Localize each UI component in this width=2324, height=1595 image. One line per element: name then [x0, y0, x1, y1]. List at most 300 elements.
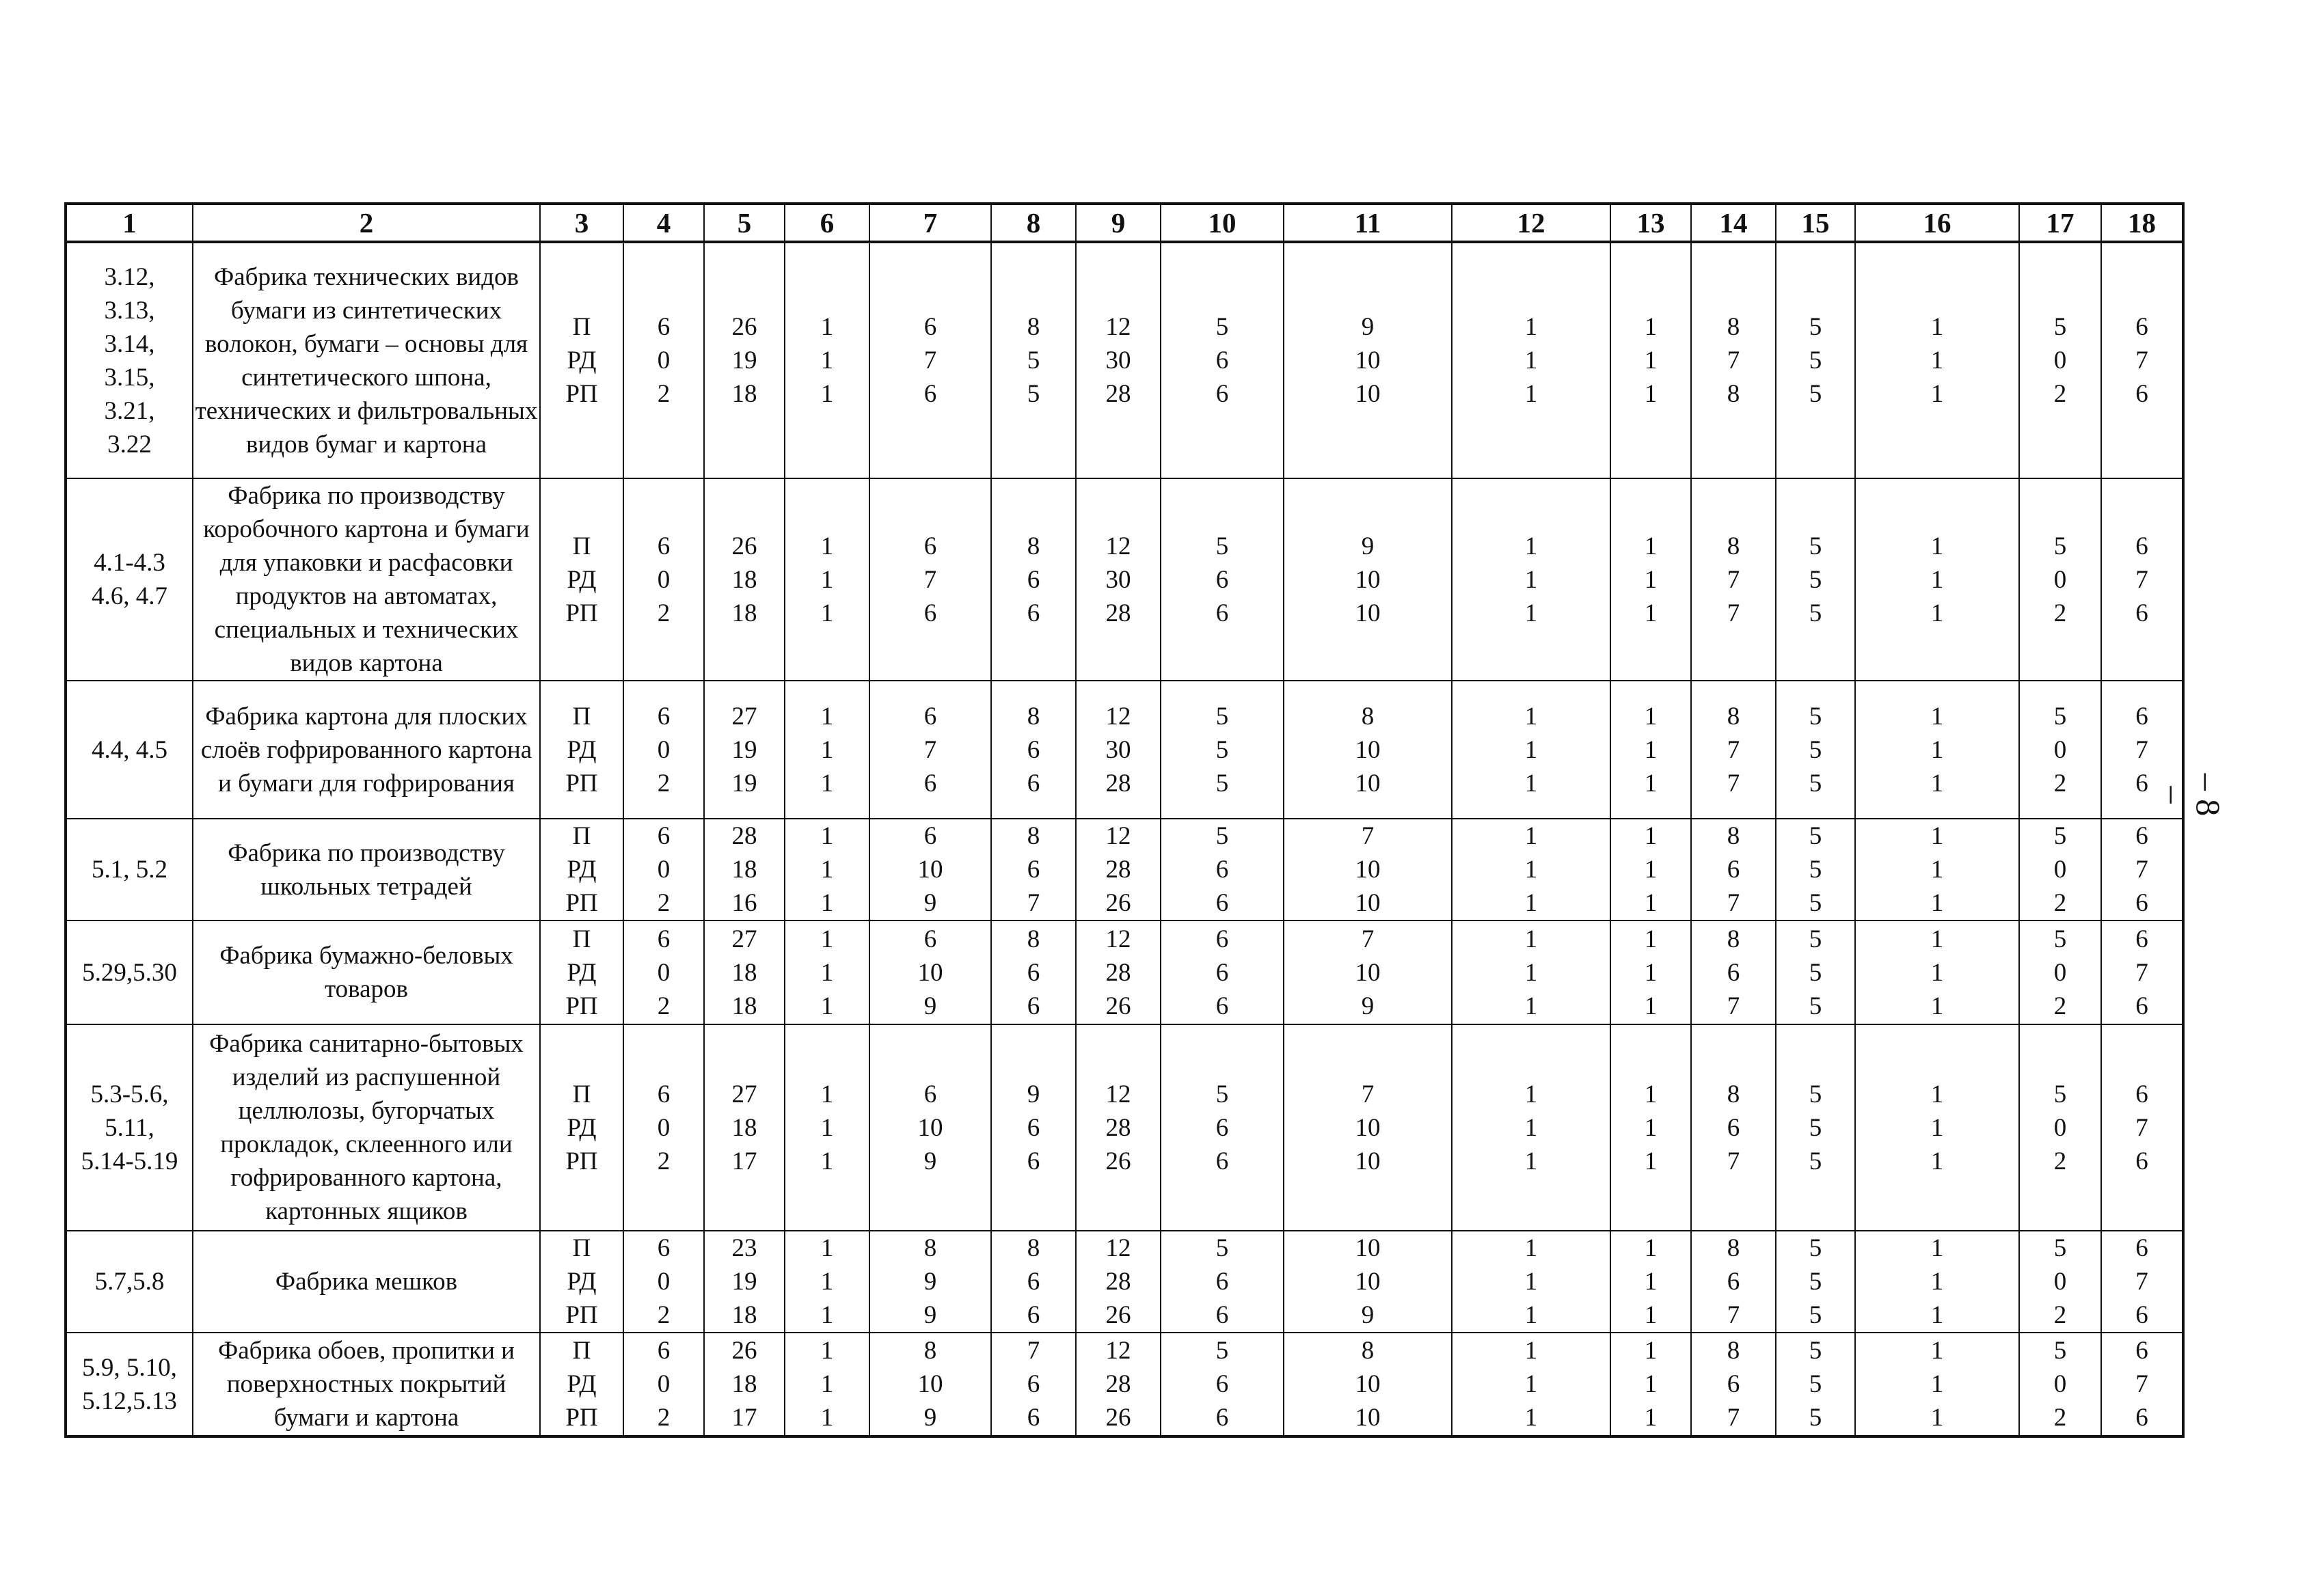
cell-value-line: 6: [2135, 1147, 2148, 1175]
cell-value-col-8: [991, 921, 1076, 1024]
cell-value-line: 2: [2053, 599, 2067, 627]
cell-value-line: 1: [820, 992, 834, 1020]
cell-value-line: 5: [2053, 1234, 2067, 1262]
cell-value-col-4: [623, 1231, 704, 1333]
cell-types: П РД РП: [540, 1231, 623, 1333]
cell-value-line: 1: [1524, 992, 1538, 1020]
cell-value-line: 7: [1727, 889, 1740, 917]
cell-value-col-13: [1610, 1333, 1691, 1436]
cell-value-line: 5: [1809, 889, 1822, 917]
cell-value-line: 1: [1524, 769, 1538, 798]
cell-value-line: 1: [1524, 1080, 1538, 1108]
cell-value-col-17: [2019, 1024, 2101, 1231]
cell-value-col-12: [1452, 1333, 1610, 1436]
cell-value-line: 2: [2053, 380, 2067, 408]
cell-value-line: 5: [1027, 380, 1040, 408]
cell-value-line: 9: [1361, 1301, 1375, 1329]
cell-value-line: 9: [1361, 992, 1375, 1020]
cell-value-line: 28: [1105, 769, 1131, 798]
cell-value-col-14: [1691, 819, 1776, 921]
cell-value-line: 8: [1361, 702, 1375, 731]
column-header: 1: [66, 204, 193, 242]
cell-types: П РД РП: [540, 478, 623, 681]
cell-value-line: 6: [1027, 856, 1040, 884]
cell-value-col-6: [785, 921, 869, 1024]
cell-value-line: 6: [1215, 958, 1229, 987]
cell-value-line: 7: [1727, 735, 1740, 764]
cell-value-line: 5: [2053, 532, 2067, 560]
cell-value-line: 1: [820, 769, 834, 798]
cell-value-line: 18: [731, 1370, 757, 1398]
cell-value-line: 1: [1930, 1080, 1944, 1108]
cell-value-line: 0: [657, 735, 671, 764]
cell-value-line: 10: [1355, 1147, 1381, 1175]
cell-value-line: 5: [1809, 958, 1822, 987]
cell-value-line: 1: [1930, 822, 1944, 850]
cell-value-line: 1: [820, 889, 834, 917]
table-row: [66, 242, 2183, 478]
cell-value-col-16: [1855, 681, 2019, 819]
cell-value-line: 9: [923, 1268, 937, 1296]
table-row: [66, 1024, 2183, 1231]
cell-value-line: 1: [820, 925, 834, 953]
column-header: 2: [193, 204, 540, 242]
cell-value-line: 0: [657, 856, 671, 884]
cell-value-line: 1: [1644, 565, 1658, 594]
cell-facility-name: Фабрика картона для плоских слоёв гофрированного картона и бумаги для гофрирования: [193, 681, 540, 819]
cell-value-col-12: [1452, 1231, 1610, 1333]
cell-value-line: 0: [2053, 856, 2067, 884]
cell-value-line: 5: [1215, 532, 1229, 560]
column-header: 11: [1284, 204, 1452, 242]
cell-value-col-4: [623, 921, 704, 1024]
cell-value-line: 1: [1644, 925, 1658, 953]
cell-value-col-7: [869, 819, 991, 921]
cell-value-line: 6: [2135, 769, 2148, 798]
cell-value-col-11: [1284, 921, 1452, 1024]
cell-value-col-16: [1855, 478, 2019, 681]
cell-value-line: 6: [923, 1080, 937, 1108]
cell-value-line: 6: [657, 1080, 671, 1108]
cell-value-col-11: [1284, 478, 1452, 681]
cell-value-line: 5: [1809, 702, 1822, 731]
cell-value-line: 1: [1644, 1370, 1658, 1398]
cell-value-line: 6: [1727, 856, 1740, 884]
cell-value-line: 6: [1215, 380, 1229, 408]
cell-value-col-16: [1855, 819, 2019, 921]
cell-value-line: 1: [1930, 735, 1944, 764]
cell-value-line: 1: [1930, 380, 1944, 408]
table-row: [66, 819, 2183, 921]
cell-value-line: 5: [1809, 1337, 1822, 1365]
cell-value-col-8: [991, 1333, 1076, 1436]
cell-value-line: 2: [2053, 769, 2067, 798]
cell-value-col-13: [1610, 1231, 1691, 1333]
cell-value-line: 9: [923, 1404, 937, 1432]
cell-value-col-7: [869, 1024, 991, 1231]
cell-value-line: 1: [1524, 1234, 1538, 1262]
cell-value-line: 6: [657, 1337, 671, 1365]
cell-value-line: 8: [1027, 702, 1040, 731]
cell-value-col-12: [1452, 1024, 1610, 1231]
cell-value-line: 7: [1027, 1337, 1040, 1365]
cell-value-line: 2: [657, 992, 671, 1020]
cell-value-line: 1: [1644, 992, 1658, 1020]
cell-value-col-10: [1161, 242, 1284, 478]
cell-value-line: 5: [1809, 1268, 1822, 1296]
cell-value-line: 7: [923, 735, 937, 764]
cell-value-line: 5: [1215, 1080, 1229, 1108]
cell-value-line: 6: [1215, 1370, 1229, 1398]
cell-value-line: 6: [1215, 1268, 1229, 1296]
cell-value-line: 7: [1727, 346, 1740, 374]
cell-value-col-5: [704, 1333, 785, 1436]
cell-value-line: 1: [1524, 380, 1538, 408]
cell-value-line: 6: [1215, 565, 1229, 594]
cell-value-line: 10: [917, 958, 943, 987]
cell-value-line: 1: [820, 856, 834, 884]
cell-value-line: 6: [923, 532, 937, 560]
cell-value-col-8: [991, 1231, 1076, 1333]
cell-value-line: 6: [2135, 1337, 2148, 1365]
cell-value-line: 1: [1930, 889, 1944, 917]
cell-value-col-17: [2019, 921, 2101, 1024]
cell-value-line: 8: [1727, 822, 1740, 850]
column-header: 18: [2101, 204, 2183, 242]
cell-value-line: 5: [1809, 565, 1822, 594]
cell-value-col-17: [2019, 478, 2101, 681]
cell-value-col-9: [1076, 819, 1161, 921]
cell-value-line: 0: [657, 565, 671, 594]
cell-value-line: 7: [2135, 735, 2148, 764]
cell-section-codes: 5.3-5.6, 5.11, 5.14-5.19: [66, 1024, 193, 1231]
cell-value-line: 8: [1027, 925, 1040, 953]
cell-value-line: 8: [1727, 925, 1740, 953]
cell-value-col-17: [2019, 1333, 2101, 1436]
cell-value-col-15: [1776, 242, 1855, 478]
cell-value-line: 5: [1027, 346, 1040, 374]
cell-value-line: 10: [1355, 769, 1381, 798]
cell-value-line: 6: [657, 1234, 671, 1262]
cell-value-line: 5: [1215, 702, 1229, 731]
cell-value-line: 6: [1027, 769, 1040, 798]
cell-value-line: 5: [1809, 1301, 1822, 1329]
cell-value-col-13: [1610, 921, 1691, 1024]
cell-value-line: 6: [1727, 1113, 1740, 1142]
cell-value-line: 28: [1105, 599, 1131, 627]
cell-value-line: 1: [820, 1404, 834, 1432]
cell-value-line: 28: [1105, 1370, 1131, 1398]
cell-value-line: 26: [1105, 1404, 1131, 1432]
cell-value-col-16: [1855, 1231, 2019, 1333]
cell-value-line: 1: [1644, 856, 1658, 884]
cell-value-col-11: [1284, 1231, 1452, 1333]
cell-value-col-4: [623, 819, 704, 921]
cell-value-line: 9: [923, 992, 937, 1020]
cell-value-line: 1: [1644, 346, 1658, 374]
cell-value-line: 9: [1027, 1080, 1040, 1108]
column-header: 5: [704, 204, 785, 242]
cell-value-line: 1: [1644, 1147, 1658, 1175]
cell-value-line: 5: [2053, 702, 2067, 731]
cell-value-line: 12: [1105, 702, 1131, 731]
cell-value-line: 1: [820, 1301, 834, 1329]
cell-value-line: 2: [2053, 1147, 2067, 1175]
cell-value-line: 10: [1355, 1234, 1381, 1262]
cell-value-col-10: [1161, 819, 1284, 921]
cell-value-line: 6: [657, 822, 671, 850]
cell-value-line: 1: [1930, 1147, 1944, 1175]
cell-facility-name: Фабрика обоев, пропитки и поверхностных покрытий бумаги и картона: [193, 1333, 540, 1436]
cell-value-line: 6: [1215, 1113, 1229, 1142]
cell-value-line: 1: [1524, 346, 1538, 374]
cell-value-line: 8: [1027, 822, 1040, 850]
cell-value-line: 1: [1930, 313, 1944, 341]
table-row: [66, 1333, 2183, 1436]
cell-value-line: 0: [2053, 1268, 2067, 1296]
cell-value-line: 5: [1809, 1113, 1822, 1142]
cell-value-line: 7: [2135, 1268, 2148, 1296]
column-header: 9: [1076, 204, 1161, 242]
cell-value-col-17: [2019, 819, 2101, 921]
cell-value-line: 1: [820, 532, 834, 560]
cell-value-col-5: [704, 1231, 785, 1333]
cell-value-col-5: [704, 819, 785, 921]
cell-value-col-12: [1452, 478, 1610, 681]
cell-facility-name: Фабрика бумажно-беловых товаров: [193, 921, 540, 1024]
cell-value-col-10: [1161, 1333, 1284, 1436]
cell-value-line: 30: [1105, 565, 1131, 594]
cell-value-col-11: [1284, 681, 1452, 819]
cell-value-line: 1: [1644, 958, 1658, 987]
cell-value-line: 6: [1027, 565, 1040, 594]
cell-value-col-9: [1076, 1231, 1161, 1333]
cell-value-line: 5: [1215, 313, 1229, 341]
cell-value-line: 5: [1809, 1404, 1822, 1432]
cell-value-line: 5: [1809, 856, 1822, 884]
cell-value-line: 1: [1930, 769, 1944, 798]
cell-value-line: 1: [820, 958, 834, 987]
cell-value-line: 6: [2135, 702, 2148, 731]
cell-value-line: 5: [1809, 346, 1822, 374]
cell-value-line: 26: [1105, 1147, 1131, 1175]
cell-value-col-13: [1610, 1024, 1691, 1231]
cell-value-line: 1: [1644, 1301, 1658, 1329]
cell-value-line: 17: [731, 1404, 757, 1432]
cell-value-line: 10: [1355, 958, 1381, 987]
cell-value-line: 12: [1105, 1337, 1131, 1365]
cell-value-line: 5: [1215, 735, 1229, 764]
column-header: 8: [991, 204, 1076, 242]
column-header: 17: [2019, 204, 2101, 242]
cell-value-line: 1: [820, 346, 834, 374]
cell-facility-name: Фабрика технических видов бумаги из синтетических волокон, бумаги – основы для синтетического шпона, технических и фильтровальных видов бумаг и картона: [193, 242, 540, 478]
cell-value-line: 12: [1105, 1234, 1131, 1262]
cell-value-col-6: [785, 242, 869, 478]
table-row: [66, 681, 2183, 819]
cell-value-line: 18: [731, 599, 757, 627]
cell-value-line: 8: [1027, 1234, 1040, 1262]
cell-value-line: 1: [1644, 1113, 1658, 1142]
cell-value-line: 8: [1027, 532, 1040, 560]
cell-value-line: 1: [1930, 1234, 1944, 1262]
cell-value-line: 7: [1727, 1404, 1740, 1432]
column-header: 6: [785, 204, 869, 242]
cell-value-line: 10: [1355, 346, 1381, 374]
cell-value-line: 7: [2135, 856, 2148, 884]
cell-value-line: 19: [731, 346, 757, 374]
cell-value-col-15: [1776, 921, 1855, 1024]
cell-value-line: 6: [923, 599, 937, 627]
cell-value-line: 1: [1930, 992, 1944, 1020]
cell-value-line: 5: [1809, 735, 1822, 764]
cell-value-line: 5: [2053, 925, 2067, 953]
cell-value-line: 6: [1215, 599, 1229, 627]
cell-value-col-9: [1076, 478, 1161, 681]
cell-value-line: 1: [1930, 1268, 1944, 1296]
cell-value-line: 6: [1027, 1370, 1040, 1398]
cell-value-line: 17: [731, 1147, 757, 1175]
cell-value-line: 6: [923, 380, 937, 408]
cell-value-line: 26: [731, 532, 757, 560]
cell-value-col-10: [1161, 1231, 1284, 1333]
cell-value-line: 1: [1524, 565, 1538, 594]
cell-value-line: 1: [1930, 925, 1944, 953]
cell-value-col-17: [2019, 1231, 2101, 1333]
cell-value-line: 6: [1027, 1301, 1040, 1329]
cell-value-line: 1: [1524, 925, 1538, 953]
cell-value-col-5: [704, 242, 785, 478]
cell-value-line: 2: [657, 889, 671, 917]
cell-value-line: 6: [1027, 958, 1040, 987]
cell-value-col-10: [1161, 1024, 1284, 1231]
cell-value-line: 0: [657, 1370, 671, 1398]
cell-value-line: 12: [1105, 1080, 1131, 1108]
cell-value-line: 0: [2053, 1113, 2067, 1142]
cell-value-line: 5: [1809, 769, 1822, 798]
cell-value-line: 6: [2135, 925, 2148, 953]
cell-value-line: 10: [1355, 856, 1381, 884]
cell-value-line: 26: [1105, 992, 1131, 1020]
cell-value-line: 26: [1105, 1301, 1131, 1329]
cell-value-line: 1: [1930, 1337, 1944, 1365]
cell-types: П РД РП: [540, 681, 623, 819]
cell-value-line: 6: [2135, 599, 2148, 627]
cell-value-line: 1: [820, 599, 834, 627]
cell-value-col-4: [623, 242, 704, 478]
cell-value-col-9: [1076, 1024, 1161, 1231]
cell-value-line: 10: [917, 856, 943, 884]
cell-value-line: 8: [1727, 702, 1740, 731]
cell-types: П РД РП: [540, 1333, 623, 1436]
cell-value-line: 0: [2053, 346, 2067, 374]
cell-value-col-12: [1452, 681, 1610, 819]
cell-value-col-7: [869, 478, 991, 681]
cell-value-line: 6: [1027, 599, 1040, 627]
cell-value-col-15: [1776, 1231, 1855, 1333]
cell-value-line: 1: [820, 1113, 834, 1142]
cell-value-line: 5: [1809, 599, 1822, 627]
cell-value-line: 1: [1644, 702, 1658, 731]
cell-value-line: 1: [820, 380, 834, 408]
cell-value-line: 9: [1361, 313, 1375, 341]
column-header: 15: [1776, 204, 1855, 242]
cell-value-line: 1: [820, 1337, 834, 1365]
cell-value-line: 1: [1644, 1268, 1658, 1296]
cell-value-line: 1: [1644, 735, 1658, 764]
cell-value-line: 1: [1524, 702, 1538, 731]
cell-value-col-8: [991, 681, 1076, 819]
cell-value-line: 7: [1727, 1147, 1740, 1175]
cell-value-col-12: [1452, 921, 1610, 1024]
cell-value-col-14: [1691, 242, 1776, 478]
cell-value-line: 5: [1809, 1370, 1822, 1398]
column-header: 13: [1610, 204, 1691, 242]
cell-value-line: 1: [1930, 599, 1944, 627]
cell-value-line: 1: [1644, 599, 1658, 627]
cell-value-line: 7: [2135, 565, 2148, 594]
cell-value-line: 1: [1930, 702, 1944, 731]
cell-section-codes: 5.1, 5.2: [66, 819, 193, 921]
cell-value-line: 26: [731, 1337, 757, 1365]
cell-value-line: 6: [1027, 1404, 1040, 1432]
cell-value-line: 9: [1361, 532, 1375, 560]
cell-value-line: 16: [731, 889, 757, 917]
cell-value-line: 6: [923, 702, 937, 731]
cell-value-line: 8: [1727, 532, 1740, 560]
cell-value-line: 5: [1215, 822, 1229, 850]
cell-value-line: 1: [820, 702, 834, 731]
table-body: [66, 242, 2183, 1436]
cell-value-col-4: [623, 1333, 704, 1436]
cell-value-line: 1: [1644, 1234, 1658, 1262]
cell-value-line: 0: [657, 346, 671, 374]
cell-value-line: 5: [2053, 1080, 2067, 1108]
cell-value-line: 1: [1524, 1113, 1538, 1142]
cell-value-line: 7: [2135, 346, 2148, 374]
cell-value-line: 5: [1215, 769, 1229, 798]
cell-value-line: 6: [1727, 1268, 1740, 1296]
cell-value-col-15: [1776, 1024, 1855, 1231]
cell-value-line: 7: [1361, 925, 1375, 953]
cell-section-codes: 4.4, 4.5: [66, 681, 193, 819]
cell-value-line: 5: [1809, 1234, 1822, 1262]
cell-value-line: 1: [1524, 1370, 1538, 1398]
cell-value-line: 8: [1727, 1337, 1740, 1365]
cell-value-line: 30: [1105, 735, 1131, 764]
cell-value-col-18: [2101, 819, 2183, 921]
cell-value-col-14: [1691, 1333, 1776, 1436]
cell-facility-name: Фабрика по производству школьных тетрадей: [193, 819, 540, 921]
cell-value-col-14: [1691, 1231, 1776, 1333]
table-row: [66, 1231, 2183, 1333]
cell-value-col-7: [869, 681, 991, 819]
cell-value-line: 10: [1355, 1370, 1381, 1398]
cell-value-line: 19: [731, 769, 757, 798]
cell-value-col-6: [785, 478, 869, 681]
cell-value-line: 7: [1727, 565, 1740, 594]
cell-value-line: 5: [1809, 313, 1822, 341]
cell-value-col-4: [623, 478, 704, 681]
cell-value-col-7: [869, 242, 991, 478]
cell-value-line: 26: [1105, 889, 1131, 917]
cell-value-line: 7: [2135, 1113, 2148, 1142]
cell-value-line: 6: [2135, 889, 2148, 917]
column-header: 12: [1452, 204, 1610, 242]
cell-value-line: 5: [2053, 1337, 2067, 1365]
cell-section-codes: 5.7,5.8: [66, 1231, 193, 1333]
cell-value-col-14: [1691, 921, 1776, 1024]
